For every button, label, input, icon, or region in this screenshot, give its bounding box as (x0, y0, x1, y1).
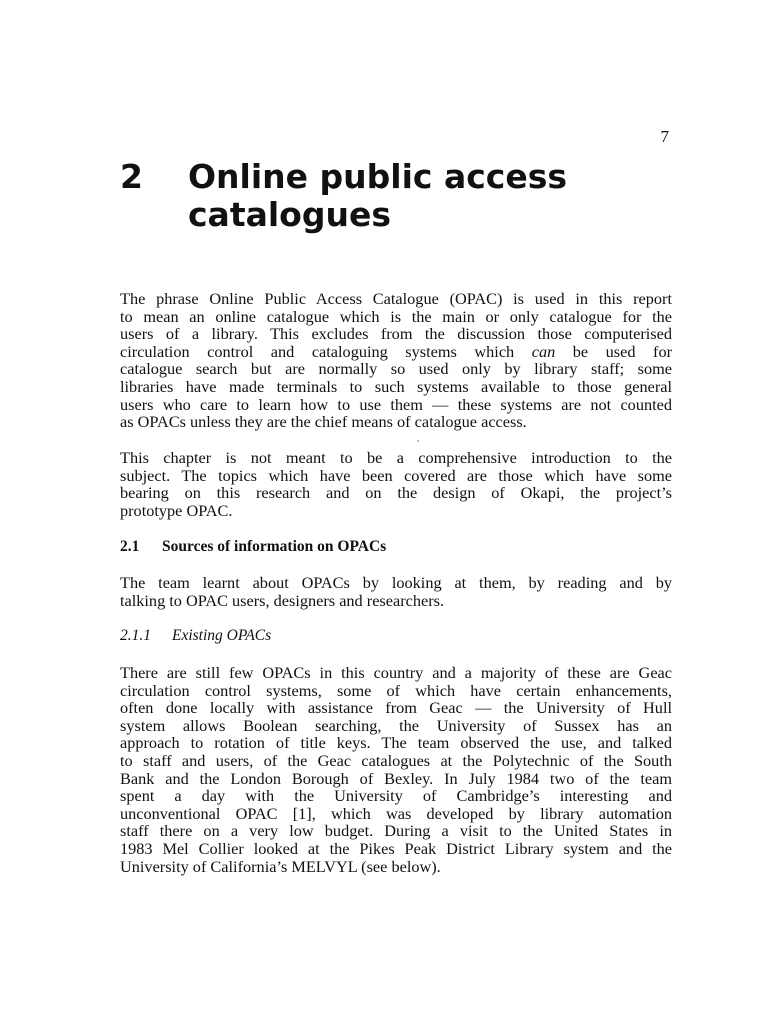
text-line: approach to rotation of title keys. The team observed the use, and talked (120, 733, 672, 753)
text-line: system allows Boolean searching, the University of Sussex has an (120, 715, 672, 735)
chapter-title-line: Online public access (188, 157, 568, 196)
text-line: The team learnt about OPACs by looking at them, by reading and by (120, 573, 672, 592)
text-line: users of a library. This excludes from the discussion those computerised (120, 324, 672, 344)
text-line: talking to OPAC users, designers and researchers. (120, 590, 445, 610)
section-heading (120, 538, 386, 556)
paragraph-team-learnt (120, 574, 672, 609)
text-line: to mean an online catalogue which is the main or only catalogue for the (120, 306, 672, 326)
text-line (120, 343, 672, 361)
text-line: bearing on this research and on the design of Okapi, the project’s (120, 483, 672, 503)
text-line: subject. The topics which have been covered are those which have some (120, 465, 672, 485)
text-line: staff there on a very low budget. During a visit to the United States in (120, 821, 672, 841)
text-line: University of California’s MELVYL (see below). (120, 856, 441, 876)
section-title: Sources of information on OPACs (162, 538, 387, 555)
subsection-title: Existing OPACs (172, 627, 272, 644)
text-segment: be used for (555, 341, 673, 361)
paragraph-opac-definition (120, 290, 672, 431)
scan-speck (417, 440, 419, 442)
chapter-title (120, 158, 680, 234)
chapter-title-text (188, 158, 567, 234)
paragraph-existing-opacs (120, 664, 672, 875)
page-number: 7 (660, 127, 669, 146)
paragraph-chapter-scope (120, 449, 672, 519)
text-line: catalogue search but are normally so used only by library staff; some (120, 359, 672, 379)
emphasis-can: can (531, 341, 556, 361)
text-line: Bank and the London Borough of Bexley. In July 1984 two of the team (120, 768, 672, 788)
text-line: 1983 Mel Collier looked at the Pikes Peak District Library system and the (120, 838, 672, 858)
text-line: circulation control systems, some of which have certain enhancements, (120, 680, 672, 700)
section-number: 2.1 (120, 538, 140, 555)
text-line: The phrase Online Public Access Catalogue (OPAC) is used in this report (120, 289, 672, 308)
text-line: users who care to learn how to use them — these systems are not counted (120, 394, 672, 414)
text-line: spent a day with the University of Cambridge’s interesting and (120, 786, 672, 806)
subsection-heading (120, 627, 271, 645)
text-line: There are still few OPACs in this country and a majority of these are Geac (120, 663, 672, 682)
text-line: libraries have made terminals to such systems available to those general (120, 376, 672, 396)
text-line: often done locally with assistance from Geac — the University of Hull (120, 698, 672, 718)
chapter-number: 2 (120, 157, 143, 196)
text-line: prototype OPAC. (120, 500, 233, 520)
text-line: as OPACs unless they are the chief means of catalogue access. (120, 412, 527, 432)
text-line: unconventional OPAC [1], which was developed by library automation (120, 803, 672, 823)
text-line: to staff and users, of the Geac catalogues at the Polytechnic of the South (120, 750, 672, 770)
chapter-title-line: catalogues (188, 195, 391, 234)
text-line: This chapter is not meant to be a comprehensive introduction to the (120, 448, 672, 467)
text-segment: circulation control and cataloguing systems which (120, 341, 532, 361)
subsection-number: 2.1.1 (120, 627, 151, 644)
